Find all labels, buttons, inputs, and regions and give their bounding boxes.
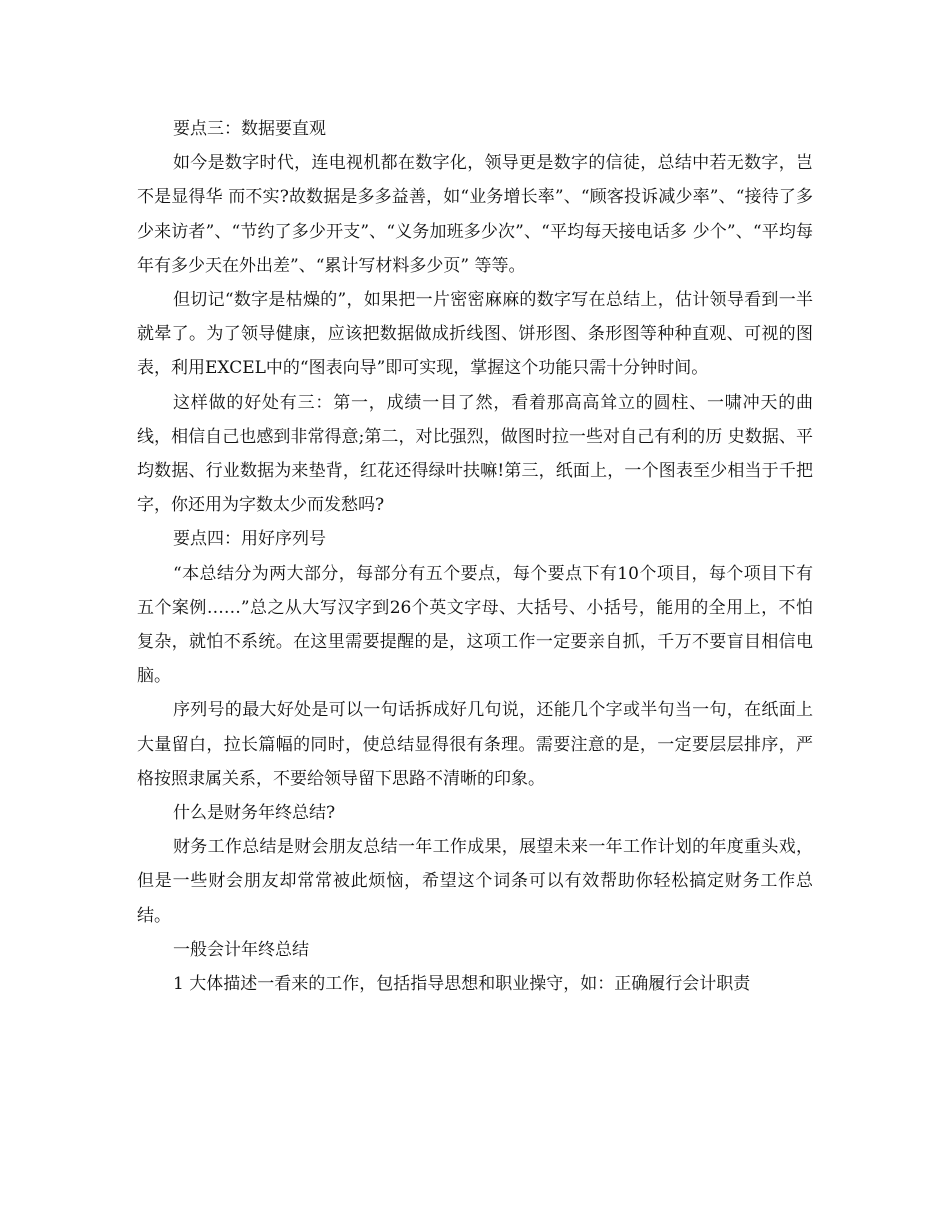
heading-point-four: 要点四：用好序列号 [173, 529, 326, 550]
paragraph-benefits: 这样做的好处有三：第一，成绩一目了然，看着那高高耸立的圆柱、一啸冲天的曲线，相信自己也感到非常得意;第二，对比强烈，做图时拉一些对自己有利的历 史数据、平均数据、行业数据为来垫背，红花还得绿叶扶嘛!第三，纸面上，一个图表至少相当于千把字，你还用为字数太少而发愁吗? [137, 392, 813, 516]
paragraph-item-one: 1 大体描述一看来的工作，包括指导思想和职业操守，如：正确履行会计职责 [173, 974, 751, 995]
paragraph-summary-structure: “本总结分为两大部分，每部分有五个要点，每个要点下有10个项目，每个项目下有五个案例……”总之从大写汉字到26个英文字母、大括号、小括号，能用的全用上，不怕复杂，就怕不系统。在这里需要提醒的是，这项工作一定要亲自抓，千万不要盲目相信电脑。 [137, 563, 813, 687]
heading-financial-summary: 什么是财务年终总结? [173, 803, 336, 824]
paragraph-digital-era: 如今是数字时代，连电视机都在数字化，领导更是数字的信徒，总结中若无数字，岂不是显得华 而不实?故数据是多多益善，如“业务增长率”、“顾客投诉减少率”、“接待了多少来访者”、“节约了多少开支”、“义务加班多少次”、“平均每天接电话多 少个”、“平均每年有多少天在外出差”、“累计写材料多少页” 等等。 [137, 153, 813, 276]
paragraph-financial-summary: 财务工作总结是财会朋友总结一年工作成果，展望未来一年工作计划的年度重头戏，但是一些财会朋友却常常被此烦恼，希望这个词条可以有效帮助你轻松搞定财务工作总结。 [137, 837, 813, 926]
document-body [137, 112, 813, 1001]
heading-accounting-summary: 一般会计年终总结 [173, 939, 309, 960]
paragraph-numbers-dry: 但切记“数字是枯燥的”，如果把一片密密麻麻的数字写在总结上，估计领导看到一半就晕了。为了领导健康，应该把数据做成折线图、饼形图、条形图等种种直观、可视的图表，利用EXCEL中的“图表向导”即可实现，掌握这个功能只需十分钟时间。 [137, 290, 813, 379]
heading-point-three: 要点三：数据要直观 [173, 119, 326, 139]
paragraph-serial-number: 序列号的最大好处是可以一句话拆成好几句说，还能几个字或半句当一句，在纸面上大量留白，拉长篇幅的同时，使总结显得很有条理。需要注意的是，一定要层层排序，严格按照隶属关系，不要给领导留下思路不清晰的印象。 [137, 700, 813, 789]
